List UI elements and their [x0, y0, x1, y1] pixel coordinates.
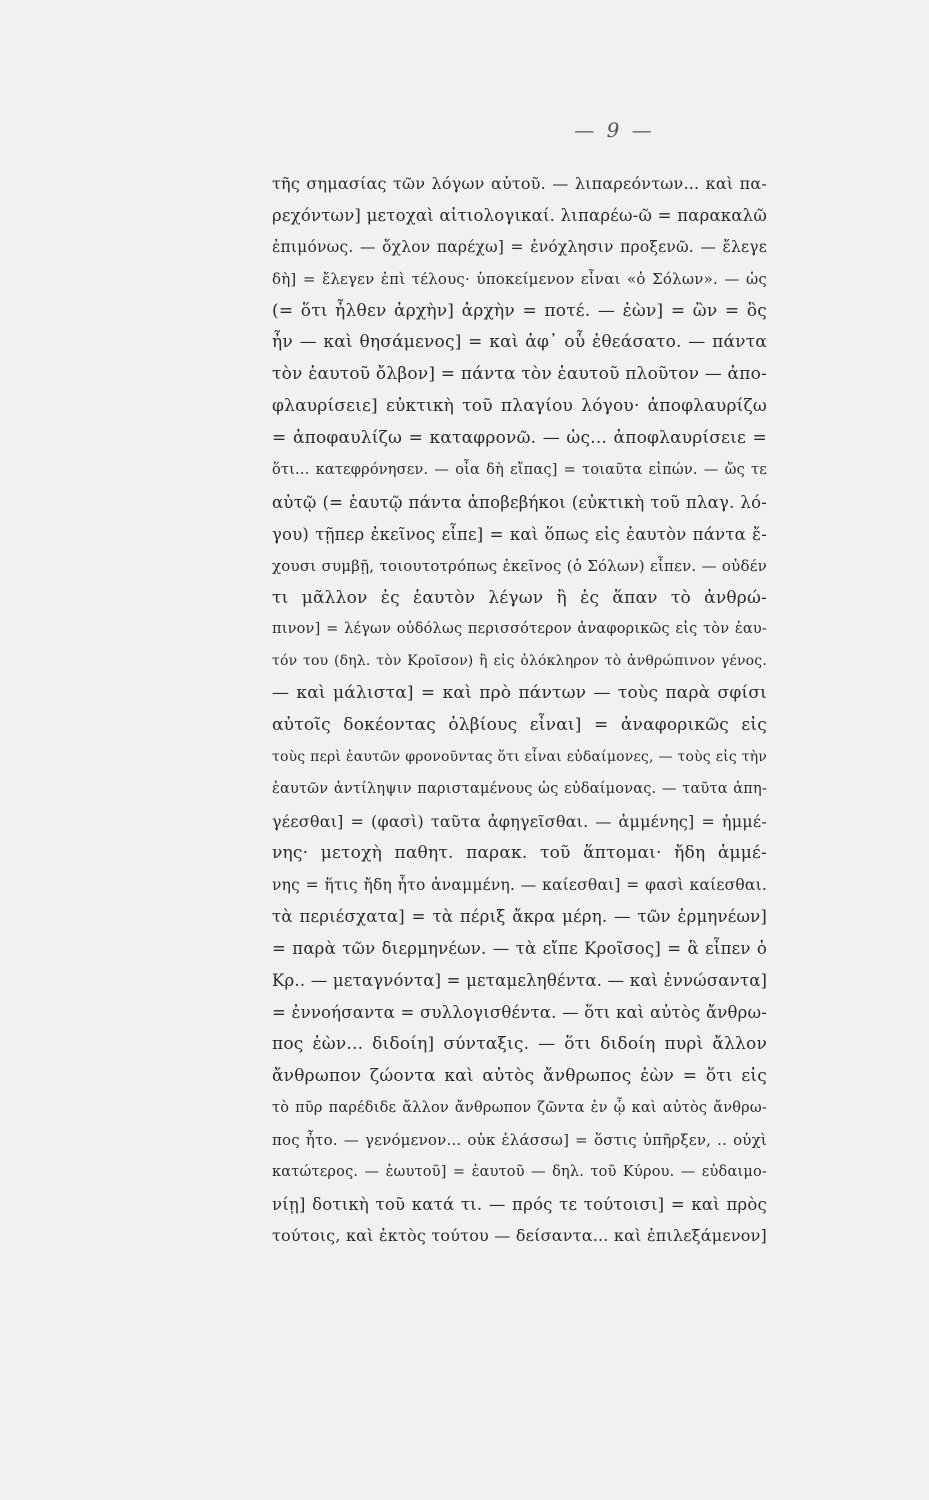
page-number: — 9 — — [574, 118, 655, 142]
text-line: νίῃ] δοτικὴ τοῦ κατά τι. — πρός τε τούτοισι] = καὶ πρὸς — [272, 1194, 767, 1214]
text-line: τὸ πῦρ παρέδιδε ἄλλον ἄνθρωπον ζῶντα ἐν ᾧ καὶ αὐτὸς ἄνθρω- — [272, 1099, 767, 1116]
text-line: (= ὅτι ἦλθεν ἀρχὴν] ἀρχὴν = ποτέ. — ἐὼν] = ὢν = ὃς — [272, 300, 767, 321]
text-line: ἐπιμόνως. — ὄχλον παρέχω] = ἐνόχλησιν προξενῶ. — ἔλεγε — [272, 237, 767, 256]
text-line: τὰ περιέσχατα] = τὰ πέριξ ἄκρα μέρη. — τῶν ἑρμηνέων] — [272, 907, 767, 927]
text-line: αὐτῷ (= ἑαυτῷ πάντα ἀποβεβήκοι (εὐκτικὴ τοῦ πλαγ. λό- — [272, 492, 767, 512]
text-line: αὐτοῖς δοκέοντας ὀλβίους εἶναι] = ἀναφορικῶς εἰς — [272, 715, 767, 736]
text-line: — καὶ μάλιστα] = καὶ πρὸ πάντων — τοὺς παρὰ σφίσι — [272, 683, 767, 704]
text-line: τὸν ἑαυτοῦ ὄλβον] = πάντα τὸν ἑαυτοῦ πλοῦτον — ἀπο- — [272, 364, 767, 385]
text-line: τοὺς περὶ ἑαυτῶν φρονοῦντας ὅτι εἶναι εὐδαίμονες, — τοὺς εἰς τὴν — [272, 749, 767, 766]
text-line: τόν του (δηλ. τὸν Κροῖσον) ἢ εἰς ὁλόκληρον τὸ ἀνθρώπινον γένος. — [272, 653, 767, 670]
text-line: δὴ] = ἔλεγεν ἐπὶ τέλους· ὑποκείμενον εἶναι «ὁ Σόλων». — ὡς — [272, 269, 767, 288]
text-line: νης· μετοχὴ παθητ. παρακ. τοῦ ἅπτομαι· ἤδη ἀμμέ- — [272, 842, 767, 863]
text-line: = ἐννοήσαντα = συλλογισθέντα. — ὅτι καὶ αὐτὸς ἄνθρω- — [272, 1003, 767, 1023]
text-line: ἦν — καὶ θησάμενος] = καὶ ἀφ᾽ οὗ ἐθεάσατο. — πάντα — [272, 332, 767, 353]
text-line: πος ἦτο. — γενόμενον... οὐκ ἐλάσσω] = ὅστις ὑπῆρξεν, .. οὐχὶ — [272, 1130, 767, 1149]
text-line: τῆς σημασίας τῶν λόγων αὐτοῦ. — λιπαρεόντων... καὶ πα- — [272, 174, 767, 193]
text-line: τι μᾶλλον ἐς ἑαυτὸν λέγων ἢ ἐς ἅπαν τὸ ἀνθρώ- — [272, 587, 767, 608]
text-line: γέεσθαι] = (φασὶ) ταῦτα ἀφηγεῖσθαι. — ἀμμένης] = ἡμμέ- — [272, 811, 767, 831]
text-line: κατώτερος. — ἑωυτοῦ] = ἑαυτοῦ — δηλ. τοῦ Κύρου. — εὐδαιμο- — [272, 1163, 767, 1180]
text-line: ἄνθρωπον ζώοντα καὶ αὐτὸς ἄνθρωπος ἐὼν = ὅτι εἰς — [272, 1065, 767, 1086]
text-line: τούτοις, καὶ ἐκτὸς τούτου — δείσαντα... καὶ ἐπιλεξάμενον] — [272, 1226, 767, 1246]
text-line: γου) τῇπερ ἐκεῖνος εἶπε] = καὶ ὅπως εἰς ἑαυτὸν πάντα ἔ- — [272, 524, 767, 544]
text-line: Κρ.. — μεταγνόντα] = μεταμεληθέντα. — καὶ ἐννώσαντα] — [272, 971, 767, 991]
text-line: = ἀποφαυλίζω = καταφρονῶ. — ὡς... ἀποφλαυρίσειε = — [272, 428, 767, 449]
text-line: πινον] = λέγων οὐδόλως περισσότερον ἀναφορικῶς εἰς τὸν ἑαυ- — [272, 621, 767, 638]
text-line: χουσι συμβῇ, τοιουτοτρόπως ἐκεῖνος (ὁ Σόλων) εἶπεν. — οὐδέν — [272, 556, 767, 575]
text-line: πος ἐὼν... διδοίη] σύνταξις. — ὅτι διδοίη πυρὶ ἄλλον — [272, 1034, 767, 1055]
text-line: ὅτι... κατεφρόνησεν. — οἷα δὴ εἴπας] = τοιαῦτα εἰπών. — ὥς τε — [272, 462, 767, 479]
text-line: φλαυρίσειε] εὐκτικὴ τοῦ πλαγίου λόγου· ἀποφλαυρίζω — [272, 396, 767, 417]
commentary-text — [272, 168, 767, 1252]
text-line: = παρὰ τῶν διερμηνέων. — τὰ εἴπε Κροῖσος] = ἃ εἶπεν ὁ — [272, 939, 767, 959]
text-line: ἑαυτῶν ἀντίληψιν παρισταμένους ὡς εὐδαίμονας. — ταῦτα ἀπη- — [272, 780, 767, 797]
text-line: ρεχόντων] μετοχαὶ αἰτιολογικαί. λιπαρέω-ῶ = παρακαλῶ — [272, 205, 767, 225]
text-line: νης = ἥτις ἤδη ἦτο ἀναμμένη. — καίεσθαι] = φασὶ καίεσθαι. — [272, 875, 767, 894]
